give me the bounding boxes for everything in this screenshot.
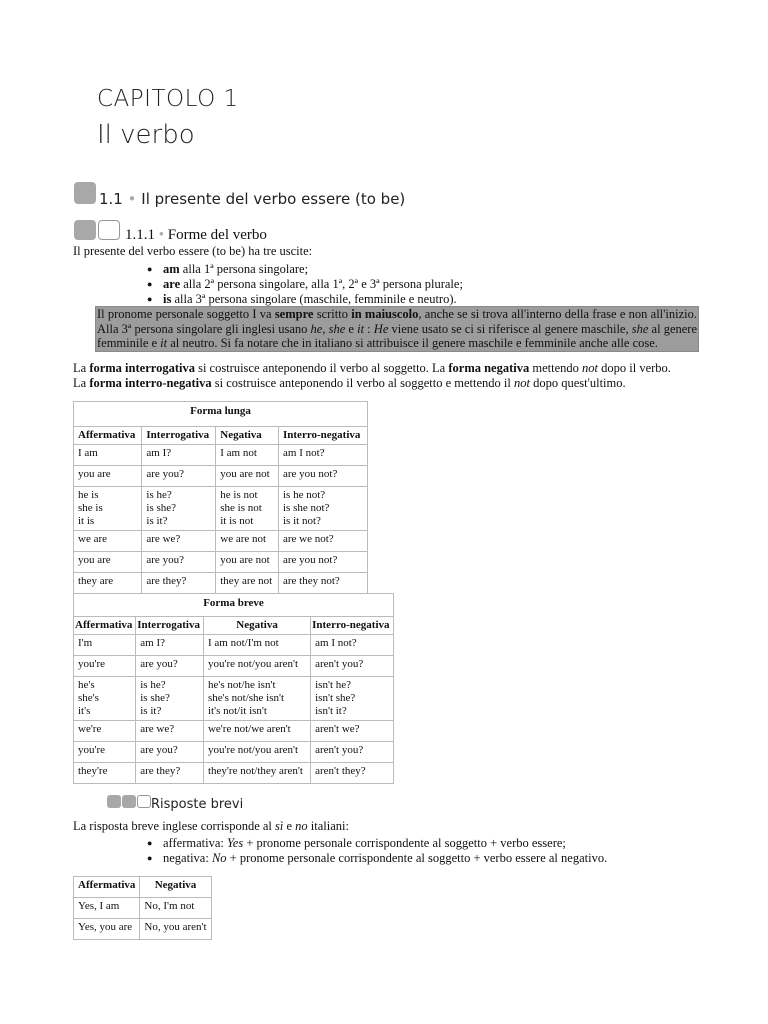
interro-negative-line: La forma interro-negativa si costruisce anteponendo il verbo al soggetto e mettendo il not dopo quest'ultimo. (73, 376, 626, 390)
subsection-title: Forme del verbo (167, 227, 267, 243)
section-number: 1.1 (99, 190, 123, 208)
short-answers-table (73, 876, 212, 940)
column-header: Affermativa (74, 617, 136, 635)
section-marker-icon (74, 182, 96, 204)
subsubsection-marker-outline-icon (137, 795, 151, 808)
table-row: I'm am I? I am not/I'm not am I not? (74, 635, 394, 656)
column-header: Interrogativa (136, 617, 204, 635)
table-caption: Forma breve (74, 594, 394, 617)
column-header: Negativa (203, 617, 310, 635)
table-caption: Forma lunga (74, 402, 368, 427)
column-header: Affermativa (74, 427, 142, 445)
subsubsection-marker-icon (107, 795, 121, 808)
table-row: you are are you? you are not are you not? (74, 552, 368, 573)
column-header: Interrogativa (142, 427, 216, 445)
section-bullet: • (127, 190, 137, 208)
table-row: you are are you? you are not are you not? (74, 466, 368, 487)
answers-list (147, 836, 607, 866)
verb-forms-list (147, 262, 463, 307)
intro-paragraph: Il presente del verbo essere (to be) ha tre uscite: (73, 244, 313, 258)
table-row: they are are they? they are not are they not? (74, 573, 368, 594)
table-row: I am am I? I am not am I not? (74, 445, 368, 466)
table-row: he's she's it's is he? is she? is it? he's not/he isn't she's not/she isn't it's not/it isn't isn't he? isn't she? isn't it? (74, 677, 394, 721)
section-title: Il presente del verbo essere (to be) (141, 190, 406, 208)
column-header: Interro-negativa (279, 427, 368, 445)
list-item: ● affermativa: Yes + pronome personale corrispondente al soggetto + verbo essere; (147, 836, 607, 851)
table-row: you're are you? you're not/you aren't aren't you? (74, 656, 394, 677)
chapter-title: Il verbo (97, 120, 195, 150)
list-item: ● am alla 1ª persona singolare; (147, 262, 463, 277)
table-row: we are are we? we are not are we not? (74, 531, 368, 552)
table-row: Yes, I am No, I'm not (74, 898, 212, 919)
interrogative-negative-line: La forma interrogativa si costruisce anteponendo il verbo al soggetto. La forma negativa mettendo not dopo il verbo. (73, 361, 671, 375)
subsubsection-marker-icon (122, 795, 136, 808)
table-row: we're are we? we're not/we aren't aren't we? (74, 721, 394, 742)
table-row: Yes, you are No, you aren't (74, 919, 212, 940)
subsection-heading (125, 227, 267, 244)
highlighted-note: Il pronome personale soggetto I va sempre scritto in maiuscolo, anche se si trova all'interno della frase e non all'inizio. Alla 3ª persona singolare gli inglesi usano he, she e it : He viene usato se ci si riferisce al genere maschile, she al genere femminile e it al neutro. Si fa notare che in italiano si attribuisce il genere maschile e femminile anche alle cose. (97, 307, 697, 350)
table-row: they're are they? they're not/they aren't aren't they? (74, 763, 394, 784)
section-heading (99, 190, 405, 208)
table-row: you're are you? you're not/you aren't aren't you? (74, 742, 394, 763)
long-form-table (73, 401, 368, 594)
chapter-label: CAPITOLO 1 (97, 86, 239, 112)
list-item: ● is alla 3ª persona singolare (maschile, femminile e neutro). (147, 292, 463, 307)
subsection-bullet: • (158, 227, 165, 243)
column-header: Affermativa (74, 877, 140, 898)
subsection-marker-outline-icon (98, 220, 120, 240)
list-item: ● are alla 2ª persona singolare, alla 1ª, 2ª e 3ª persona plurale; (147, 277, 463, 292)
column-header: Interro-negativa (311, 617, 394, 635)
subsection-marker-icon (74, 220, 96, 240)
short-form-table (73, 593, 394, 784)
subsection-number: 1.1.1 (125, 227, 155, 243)
list-item: ● negativa: No + pronome personale corrispondente al soggetto + verbo essere al negativo. (147, 851, 607, 866)
table-row: he is she is it is is he? is she? is it? he is not she is not it is not is he not? is she not? is it not? (74, 487, 368, 531)
column-header: Negativa (216, 427, 279, 445)
column-header: Negativa (140, 877, 211, 898)
subsubsection-title: Risposte brevi (151, 797, 244, 812)
answers-intro: La risposta breve inglese corrisponde al sì e no italiani: (73, 819, 349, 833)
